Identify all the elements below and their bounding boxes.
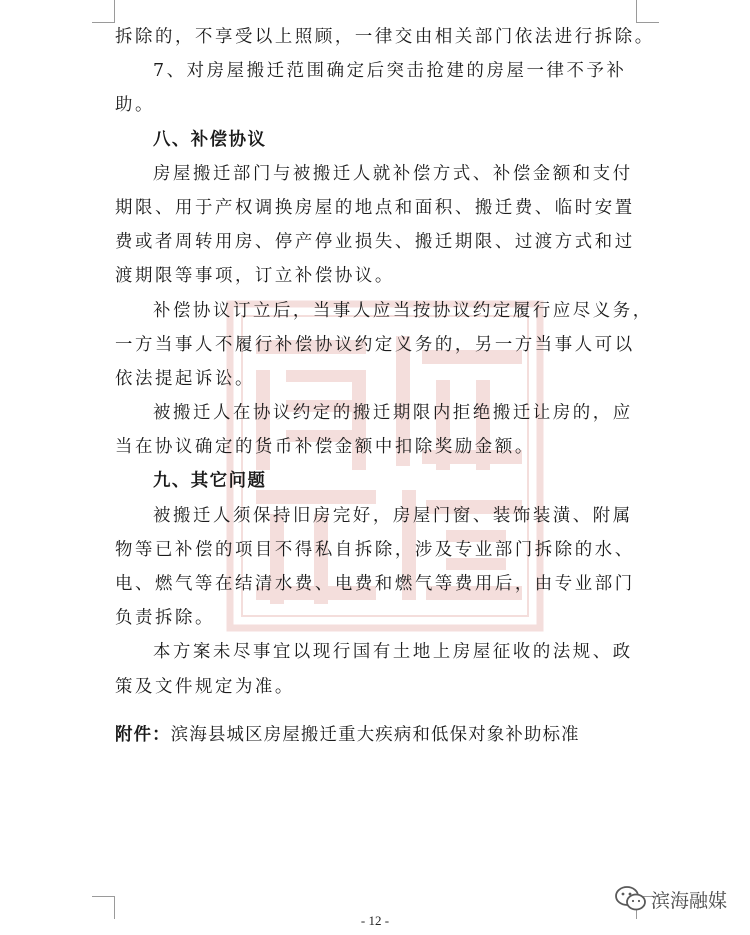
text-line: 依法提起诉讼。 <box>115 368 255 389</box>
attachment-line <box>115 718 637 752</box>
section-heading: 八、补偿协议 <box>153 129 267 150</box>
text-line: 物等已补偿的项目不得私自拆除，涉及专业部门拆除的水、 <box>115 539 635 560</box>
text-line: 补偿协议订立后，当事人应当按协议约定履行应尽义务， <box>153 300 653 321</box>
page-number: - 12 - <box>360 913 390 928</box>
brand-name: 滨海融媒 <box>651 889 728 912</box>
text-line: 被搬迁人须保持旧房完好，房屋门窗、装饰装潢、附属 <box>153 505 633 526</box>
document-body <box>115 20 655 752</box>
text-line: 被搬迁人在协议约定的搬迁期限内拒绝搬迁让房的，应 <box>153 403 633 424</box>
text-line: 一方当事人不履行补偿协议约定义务的，另一方当事人可以 <box>115 334 635 355</box>
text-line: 渡期限等事项，订立补偿协议。 <box>115 266 395 287</box>
text-line: 7、对房屋搬迁范围确定后突击抢建的房屋一律不予补 <box>153 61 627 82</box>
text-line: 费或者周转用房、停产停业损失、搬迁期限、过渡方式和过 <box>115 232 635 253</box>
text-line: 拆除的，不享受以上照顾，一律交由相关部门依法进行拆除。 <box>115 27 655 47</box>
spacer <box>115 704 637 718</box>
crop-mark-top-right <box>636 0 659 23</box>
text-line: 期限、用于产权调换房屋的地点和面积、搬迁费、临时安置 <box>115 197 635 218</box>
wechat-icon <box>614 884 648 914</box>
text-line: 房屋搬迁部门与被搬迁人就补偿方式、补偿金额和支付 <box>153 163 633 184</box>
crop-mark-top-left <box>92 0 115 23</box>
section-heading: 九、其它问题 <box>153 471 267 492</box>
brand-watermark <box>614 881 727 917</box>
text-line: 当在协议确定的货币补偿金额中扣除奖励金额。 <box>115 437 535 458</box>
text-line: 助。 <box>115 95 155 116</box>
text-line: 本方案未尽事宜以现行国有土地上房屋征收的法规、政 <box>153 642 633 663</box>
attachment-title: 滨海县城区房屋搬迁重大疾病和低保对象补助标准 <box>170 724 580 745</box>
attachment-label: 附件： <box>115 724 171 745</box>
paragraph-lines <box>115 20 655 704</box>
text-line: 策及文件规定为准。 <box>115 676 295 697</box>
text-line: 电、燃气等在结清水费、电费和燃气等费用后，由专业部门 <box>115 574 635 594</box>
text-line: 负责拆除。 <box>115 608 215 629</box>
